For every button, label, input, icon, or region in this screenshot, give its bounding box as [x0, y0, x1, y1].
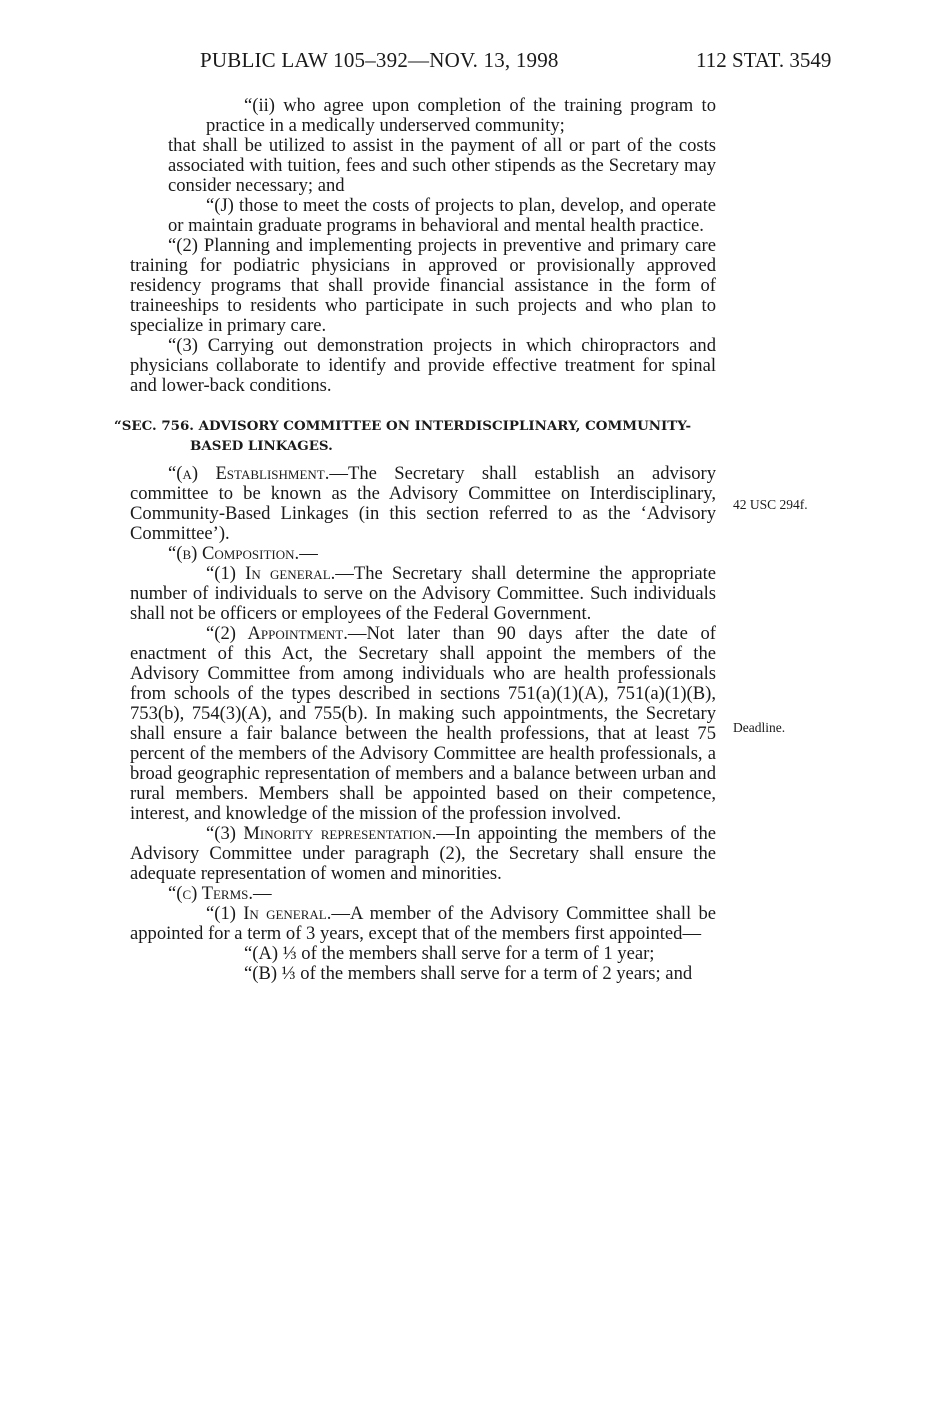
subsection-b [130, 544, 716, 564]
section-heading: “SEC. 756. ADVISORY COMMITTEE ON INTERDISCIPLINARY, COMMUNITY-BASED LINKAGES. [114, 418, 692, 454]
paragraph-c1 [130, 904, 716, 944]
paragraph-c1-text: —A member of the Advisory Committee shall be appointed for a term of 3 years, except that of the members first appointed— [130, 903, 717, 944]
subsection-b-label: “(b) Composition. [168, 543, 300, 564]
paragraph-b2 [130, 624, 716, 824]
paragraph-ii: “(ii) who agree upon completion of the training program to practice in a medically underserved community; [206, 95, 716, 136]
paragraph-c1-label: “(1) In general. [206, 903, 332, 924]
deadline-note: Deadline. [733, 720, 786, 735]
running-header: PUBLIC LAW 105–392—NOV. 13, 1998 [200, 48, 559, 72]
paragraph-tail: that shall be utilized to assist in the payment of all or part of the costs associated with tuition, fees and such other stipends as the Secretary may consider necessary; and [168, 135, 716, 196]
subsection-a-label: “(a) Establishment. [168, 463, 330, 484]
paragraph-b3-label: “(3) Minority representation. [206, 823, 437, 844]
paragraph-J: “(J) those to meet the costs of projects to plan, develop, and operate or maintain graduate programs in behavioral and mental health practice. [168, 195, 716, 236]
paragraph-b1-text: —The Secretary shall determine the appropriate number of individuals to serve on the Advisory Committee. Such individuals shall not be officers or employees of the Federal Government. [130, 563, 716, 624]
paragraph-b2-label: “(2) Appointment. [206, 623, 348, 644]
paragraph-b1 [130, 564, 716, 624]
paragraph-3: “(3) Carrying out demonstration projects in which chiropractors and physicians collaborate to identify and provide effective treatment for spinal and lower-back conditions. [130, 335, 716, 396]
paragraph-b2-text: —Not later than 90 days after the date of enactment of this Act, the Secretary shall appoint the members of the Advisory Committee from among individuals who are health professionals from schools of the types described in sections 751(a)(1)(A), 751(a)(1)(B), 753(b), 754(3)(A), and 755(b). In making such appointments, the Secretary shall ensure a fair balance between the health professions, that at least 75 percent of the members of the Advisory Committee are health professionals, a broad geographic representation of members and a balance between urban and rural members. Members shall be appointed based on their competence, interest, and knowledge of the mission of the profession involved. [130, 623, 716, 824]
subparagraph-B: “(B) ⅓ of the members shall serve for a term of 2 years; and [244, 963, 693, 984]
paragraph-b3 [130, 824, 716, 884]
subsection-c-text: — [253, 883, 272, 904]
statute-page-number: 112 STAT. 3549 [696, 48, 832, 72]
usc-citation-note: 42 USC 294f. [733, 497, 808, 512]
document-body [114, 95, 717, 984]
paragraph-b1-label: “(1) In general. [206, 563, 336, 584]
paragraph-b3-text: —In appointing the members of the Advisory Committee under paragraph (2), the Secretary shall ensure the adequate representation of women and minorities. [130, 823, 716, 884]
subsection-b-text: — [299, 543, 318, 564]
subsection-a-text: —The Secretary shall establish an advisory committee to be known as the Advisory Committee on Interdisciplinary, Community-Based Linkages (in this section referred to as the ‘Advisory Committee’). [130, 463, 716, 544]
subparagraph-A: “(A) ⅓ of the members shall serve for a term of 1 year; [244, 943, 655, 964]
subsection-a [130, 464, 716, 544]
subsection-c-label: “(c) Terms. [168, 883, 254, 904]
paragraph-2: “(2) Planning and implementing projects in preventive and primary care training for podiatric physicians in approved or provisionally approved residency programs that shall provide financial assistance in the form of traineeships to residents who participate in such projects and who plan to specialize in primary care. [130, 235, 716, 336]
subsection-c [130, 884, 716, 904]
